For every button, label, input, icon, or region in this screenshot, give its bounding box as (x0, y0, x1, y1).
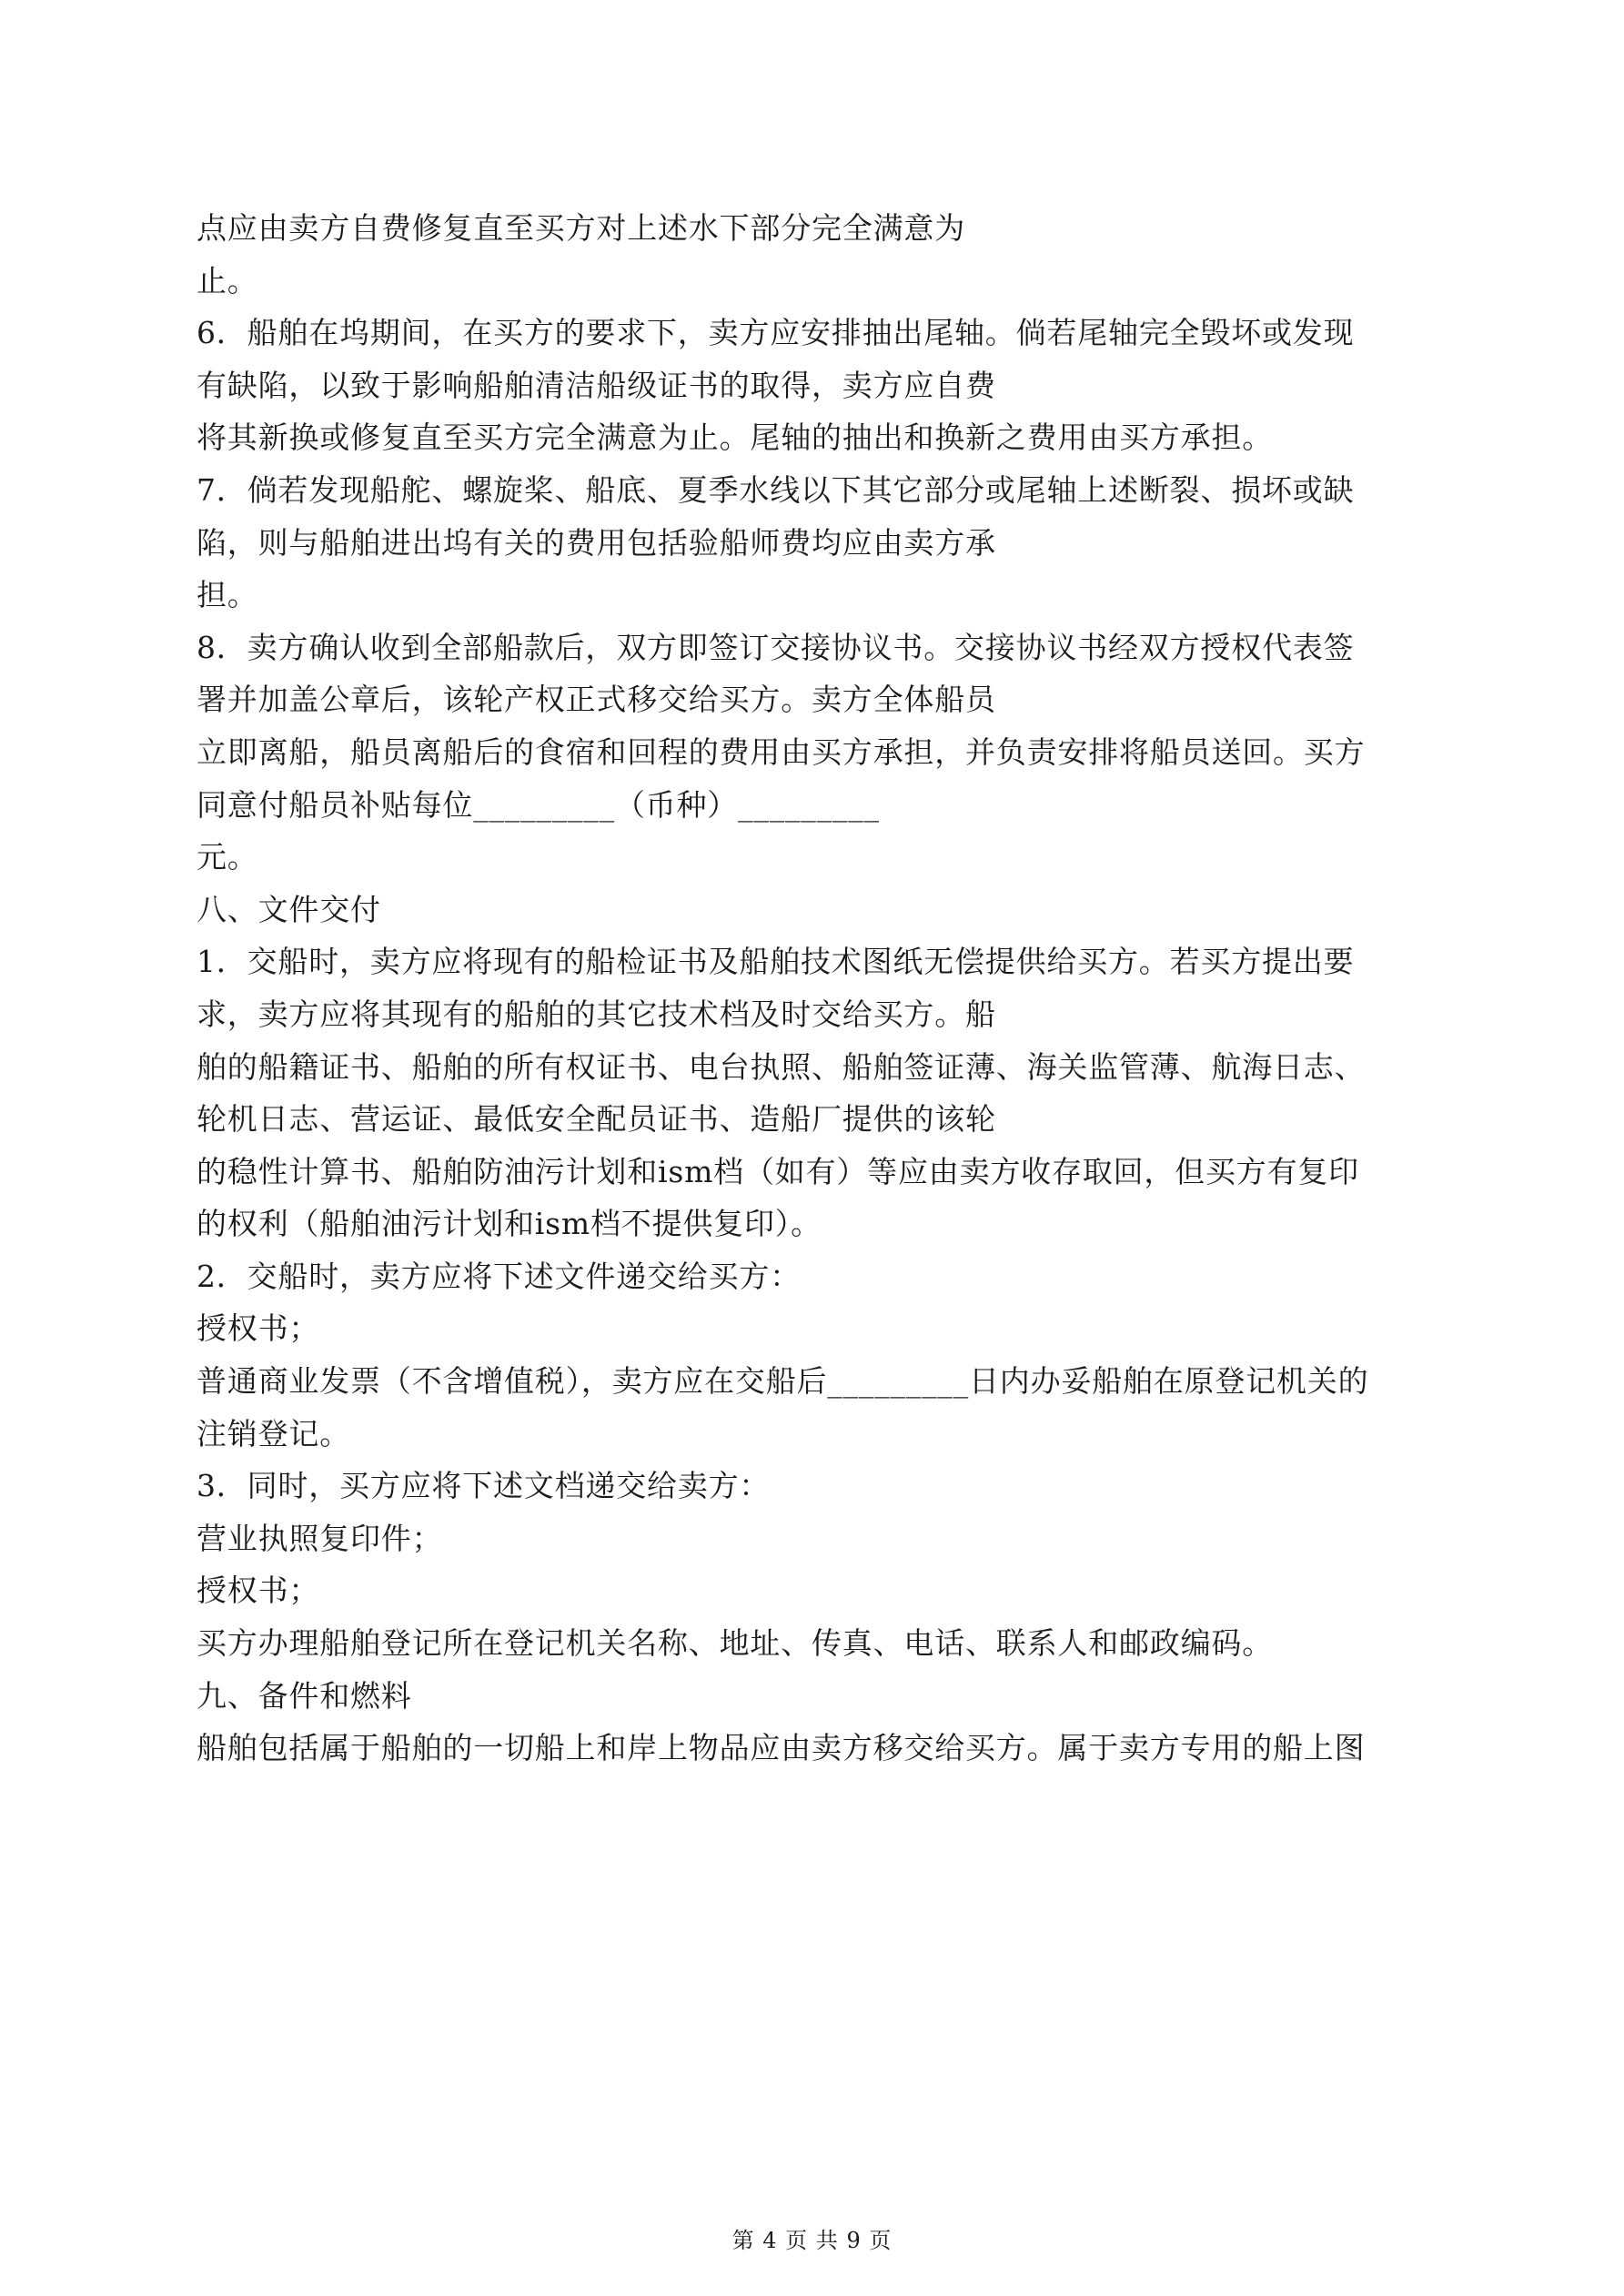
text-line: 立即离船，船员离船后的食宿和回程的费用由买方承担，并负责安排将船员送回。买方 (197, 733, 1366, 770)
text-line: 普通商业发票（不含增值税），卖方应在交船后_________日内办妥船舶在原登记机关的 (197, 1363, 1369, 1400)
text-line: 授权书； (197, 1573, 320, 1609)
text-line: 7．倘若发现船舵、螺旋桨、船底、夏季水线以下其它部分或尾轴上述断裂、损坏或缺 (197, 471, 1355, 508)
page-footer: 第 4 页 共 9 页 (731, 2228, 893, 2253)
text-line: 买方办理船舶登记所在登记机关名称、地址、传真、电话、联系人和邮政编码。 (197, 1625, 1273, 1662)
text-line: 同意付船员补贴每位_________（币种）_________ (197, 786, 880, 823)
text-line: 署并加盖公章后，该轮产权正式移交给买方。卖方全体船员 (197, 682, 996, 718)
text-line: 轮机日志、营运证、最低安全配员证书、造船厂提供的该轮 (197, 1101, 996, 1138)
text-line: 的稳性计算书、船舶防油污计划和ism档（如有）等应由卖方收存取回，但买方有复印 (197, 1153, 1359, 1189)
text-line: 求，卖方应将其现有的船舶的其它技术档及时交给买方。船 (197, 996, 996, 1032)
text-line: 注销登记。 (197, 1415, 350, 1451)
text-line: 有缺陷，以致于影响船舶清洁船级证书的取得，卖方应自费 (197, 367, 996, 403)
text-line: 1．交船时，卖方应将现有的船检证书及船舶技术图纸无偿提供给买方。若买方提出要 (197, 944, 1355, 980)
text-line: 止。 (197, 262, 258, 298)
text-line: 8．卖方确认收到全部船款后，双方即签订交接协议书。交接协议书经双方授权代表签 (197, 629, 1355, 665)
text-line: 营业执照复印件； (197, 1520, 443, 1556)
text-line: 3．同时，买方应将下述文档递交给卖方： (197, 1468, 771, 1504)
text-line: 元。 (197, 839, 258, 875)
text-line: 舶的船籍证书、船舶的所有权证书、电台执照、船舶签证薄、海关监管薄、航海日志、 (197, 1048, 1366, 1085)
text-line: 陷，则与船舶进出坞有关的费用包括验船师费均应由卖方承 (197, 524, 996, 561)
text-line: 九、备件和燃料 (197, 1677, 412, 1714)
text-line: 授权书； (197, 1310, 320, 1347)
text-line: 6．船舶在坞期间，在买方的要求下，卖方应安排抽出尾轴。倘若尾轴完全毁坏或发现 (197, 315, 1355, 351)
text-line: 点应由卖方自费修复直至买方对上述水下部分完全满意为 (197, 210, 965, 246)
document-body (197, 202, 1443, 1775)
text-line: 船舶包括属于船舶的一切船上和岸上物品应由卖方移交给买方。属于卖方专用的船上图 (197, 1730, 1366, 1766)
text-line: 2．交船时，卖方应将下述文件递交给买方： (197, 1258, 801, 1294)
text-line: 八、文件交付 (197, 891, 381, 927)
text-line: 将其新换或修复直至买方完全满意为止。尾轴的抽出和换新之费用由买方承担。 (197, 420, 1273, 456)
text-line: 担。 (197, 577, 258, 613)
text-line: 的权利（船舶油污计划和ism档不提供复印）。 (197, 1206, 822, 1242)
